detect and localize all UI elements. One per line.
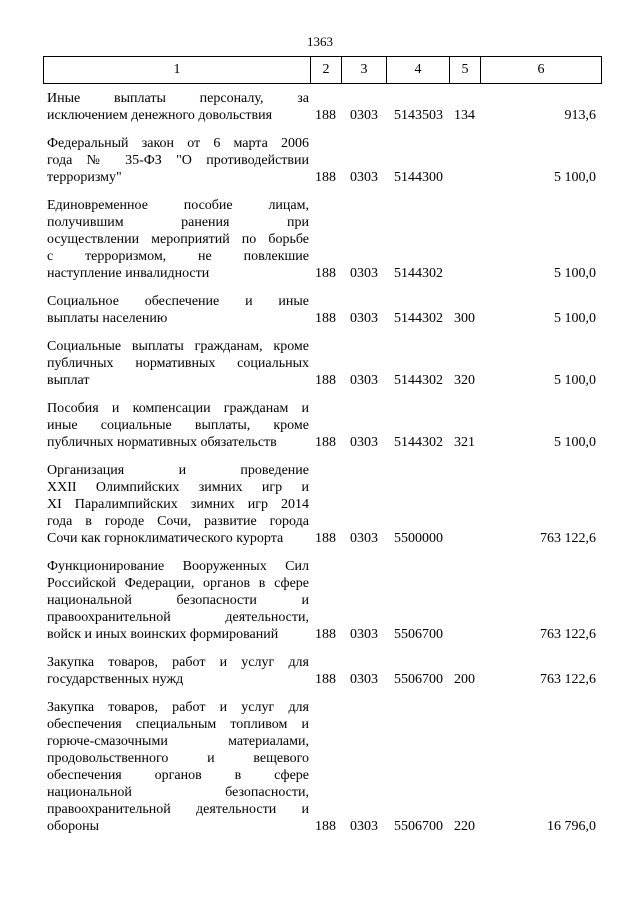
section-code-cell: 0303	[350, 627, 378, 642]
description-line: Социальные выплаты гражданам, кроме	[47, 339, 309, 354]
target-item-cell: 5500000	[394, 531, 443, 546]
table-row	[0, 197, 640, 282]
expense-type-cell: 200	[454, 672, 475, 687]
admin-code-cell: 188	[315, 373, 336, 388]
description-line: выплат	[47, 373, 90, 388]
target-item-cell: 5144302	[394, 373, 443, 388]
amount-cell: 913,6	[564, 108, 596, 123]
column-header-table	[43, 56, 602, 84]
row-description	[47, 90, 309, 124]
target-item-cell: 5144302	[394, 435, 443, 450]
admin-code-cell: 188	[315, 627, 336, 642]
description-line: Российской Федерации, органов в сфере	[47, 576, 309, 591]
column-header-5: 5	[450, 57, 481, 84]
table-row	[0, 558, 640, 643]
description-line: Функционирование Вооруженных Сил	[47, 559, 309, 574]
admin-code-cell: 188	[315, 531, 336, 546]
description-line: войск и иных воинских формирований	[47, 627, 279, 642]
admin-code-cell: 188	[315, 672, 336, 687]
expense-type-cell: 134	[454, 108, 475, 123]
description-line: обеспечения специальным топливом и	[47, 717, 309, 732]
description-line: XI Паралимпийских зимних игр 2014	[47, 497, 309, 512]
description-line: национальной безопасности,	[47, 785, 309, 800]
admin-code-cell: 188	[315, 435, 336, 450]
amount-cell: 16 796,0	[547, 819, 596, 834]
amount-cell: 763 122,6	[540, 672, 596, 687]
page-number: 1363	[307, 34, 333, 49]
description-line: XXII Олимпийских зимних игр и	[47, 480, 309, 495]
amount-cell: 763 122,6	[540, 627, 596, 642]
description-line: Сочи как горноклиматического курорта	[47, 531, 284, 546]
table-row	[0, 338, 640, 389]
description-line: обороны	[47, 819, 100, 834]
admin-code-cell: 188	[315, 311, 336, 326]
target-item-cell: 5144300	[394, 170, 443, 185]
description-line: терроризму"	[47, 170, 122, 185]
description-line: года № 35-ФЗ "О противодействии	[47, 153, 309, 168]
description-line: Организация и проведение	[47, 463, 309, 478]
row-description	[47, 462, 309, 547]
admin-code-cell: 188	[315, 819, 336, 834]
table-row	[0, 135, 640, 186]
description-line: Пособия и компенсации гражданам и	[47, 401, 309, 416]
column-header-row	[44, 57, 602, 84]
target-item-cell: 5506700	[394, 819, 443, 834]
target-item-cell: 5143503	[394, 108, 443, 123]
description-line: национальной безопасности и	[47, 593, 309, 608]
section-code-cell: 0303	[350, 311, 378, 326]
admin-code-cell: 188	[315, 266, 336, 281]
row-description	[47, 400, 309, 451]
expense-type-cell: 321	[454, 435, 475, 450]
description-line: продовольственного и вещевого	[47, 751, 309, 766]
table-row	[0, 293, 640, 327]
section-code-cell: 0303	[350, 531, 378, 546]
description-line: Закупка товаров, работ и услуг для	[47, 655, 309, 670]
description-line: обеспечения органов в сфере	[47, 768, 309, 783]
description-line: выплаты населению	[47, 311, 168, 326]
expense-type-cell: 220	[454, 819, 475, 834]
description-line: публичных нормативных социальных	[47, 356, 309, 371]
description-line: Иные выплаты персоналу, за	[47, 91, 309, 106]
row-description	[47, 654, 309, 688]
row-description	[47, 197, 309, 282]
table-row	[0, 400, 640, 451]
description-line: Федеральный закон от 6 марта 2006	[47, 136, 309, 151]
description-line: Закупка товаров, работ и услуг для	[47, 700, 309, 715]
column-header-2: 2	[311, 57, 342, 84]
description-line: исключением денежного довольствия	[47, 108, 273, 123]
table-row	[0, 90, 640, 124]
description-line: получившим ранения при	[47, 215, 309, 230]
table-row	[0, 699, 640, 835]
description-line: с терроризмом, не повлекшие	[47, 249, 309, 264]
column-header-1: 1	[44, 57, 311, 84]
section-code-cell: 0303	[350, 373, 378, 388]
target-item-cell: 5506700	[394, 672, 443, 687]
amount-cell: 763 122,6	[540, 531, 596, 546]
section-code-cell: 0303	[350, 108, 378, 123]
row-description	[47, 699, 309, 835]
section-code-cell: 0303	[350, 435, 378, 450]
row-description	[47, 338, 309, 389]
table-row	[0, 654, 640, 688]
column-header-3: 3	[342, 57, 387, 84]
section-code-cell: 0303	[350, 266, 378, 281]
description-line: правоохранительной деятельности,	[47, 610, 309, 625]
amount-cell: 5 100,0	[554, 435, 596, 450]
target-item-cell: 5144302	[394, 266, 443, 281]
expense-type-cell: 300	[454, 311, 475, 326]
description-line: Единовременное пособие лицам,	[47, 198, 309, 213]
budget-rows	[0, 90, 640, 846]
description-line: осуществлении мероприятий по борьбе	[47, 232, 309, 247]
amount-cell: 5 100,0	[554, 170, 596, 185]
column-header-4: 4	[387, 57, 450, 84]
description-line: государственных нужд	[47, 672, 184, 687]
target-item-cell: 5144302	[394, 311, 443, 326]
row-description	[47, 135, 309, 186]
description-line: публичных нормативных обязательств	[47, 435, 277, 450]
amount-cell: 5 100,0	[554, 266, 596, 281]
section-code-cell: 0303	[350, 170, 378, 185]
amount-cell: 5 100,0	[554, 373, 596, 388]
description-line: правоохранительной деятельности и	[47, 802, 309, 817]
expense-type-cell: 320	[454, 373, 475, 388]
amount-cell: 5 100,0	[554, 311, 596, 326]
target-item-cell: 5506700	[394, 627, 443, 642]
column-header-6: 6	[481, 57, 602, 84]
section-code-cell: 0303	[350, 819, 378, 834]
description-line: наступление инвалидности	[47, 266, 210, 281]
admin-code-cell: 188	[315, 108, 336, 123]
description-line: Социальное обеспечение и иные	[47, 294, 309, 309]
table-row	[0, 462, 640, 547]
description-line: года в городе Сочи, развитие города	[47, 514, 309, 529]
description-line: горюче-смазочными материалами,	[47, 734, 309, 749]
row-description	[47, 558, 309, 643]
description-line: иные социальные выплаты, кроме	[47, 418, 309, 433]
row-description	[47, 293, 309, 327]
admin-code-cell: 188	[315, 170, 336, 185]
section-code-cell: 0303	[350, 672, 378, 687]
